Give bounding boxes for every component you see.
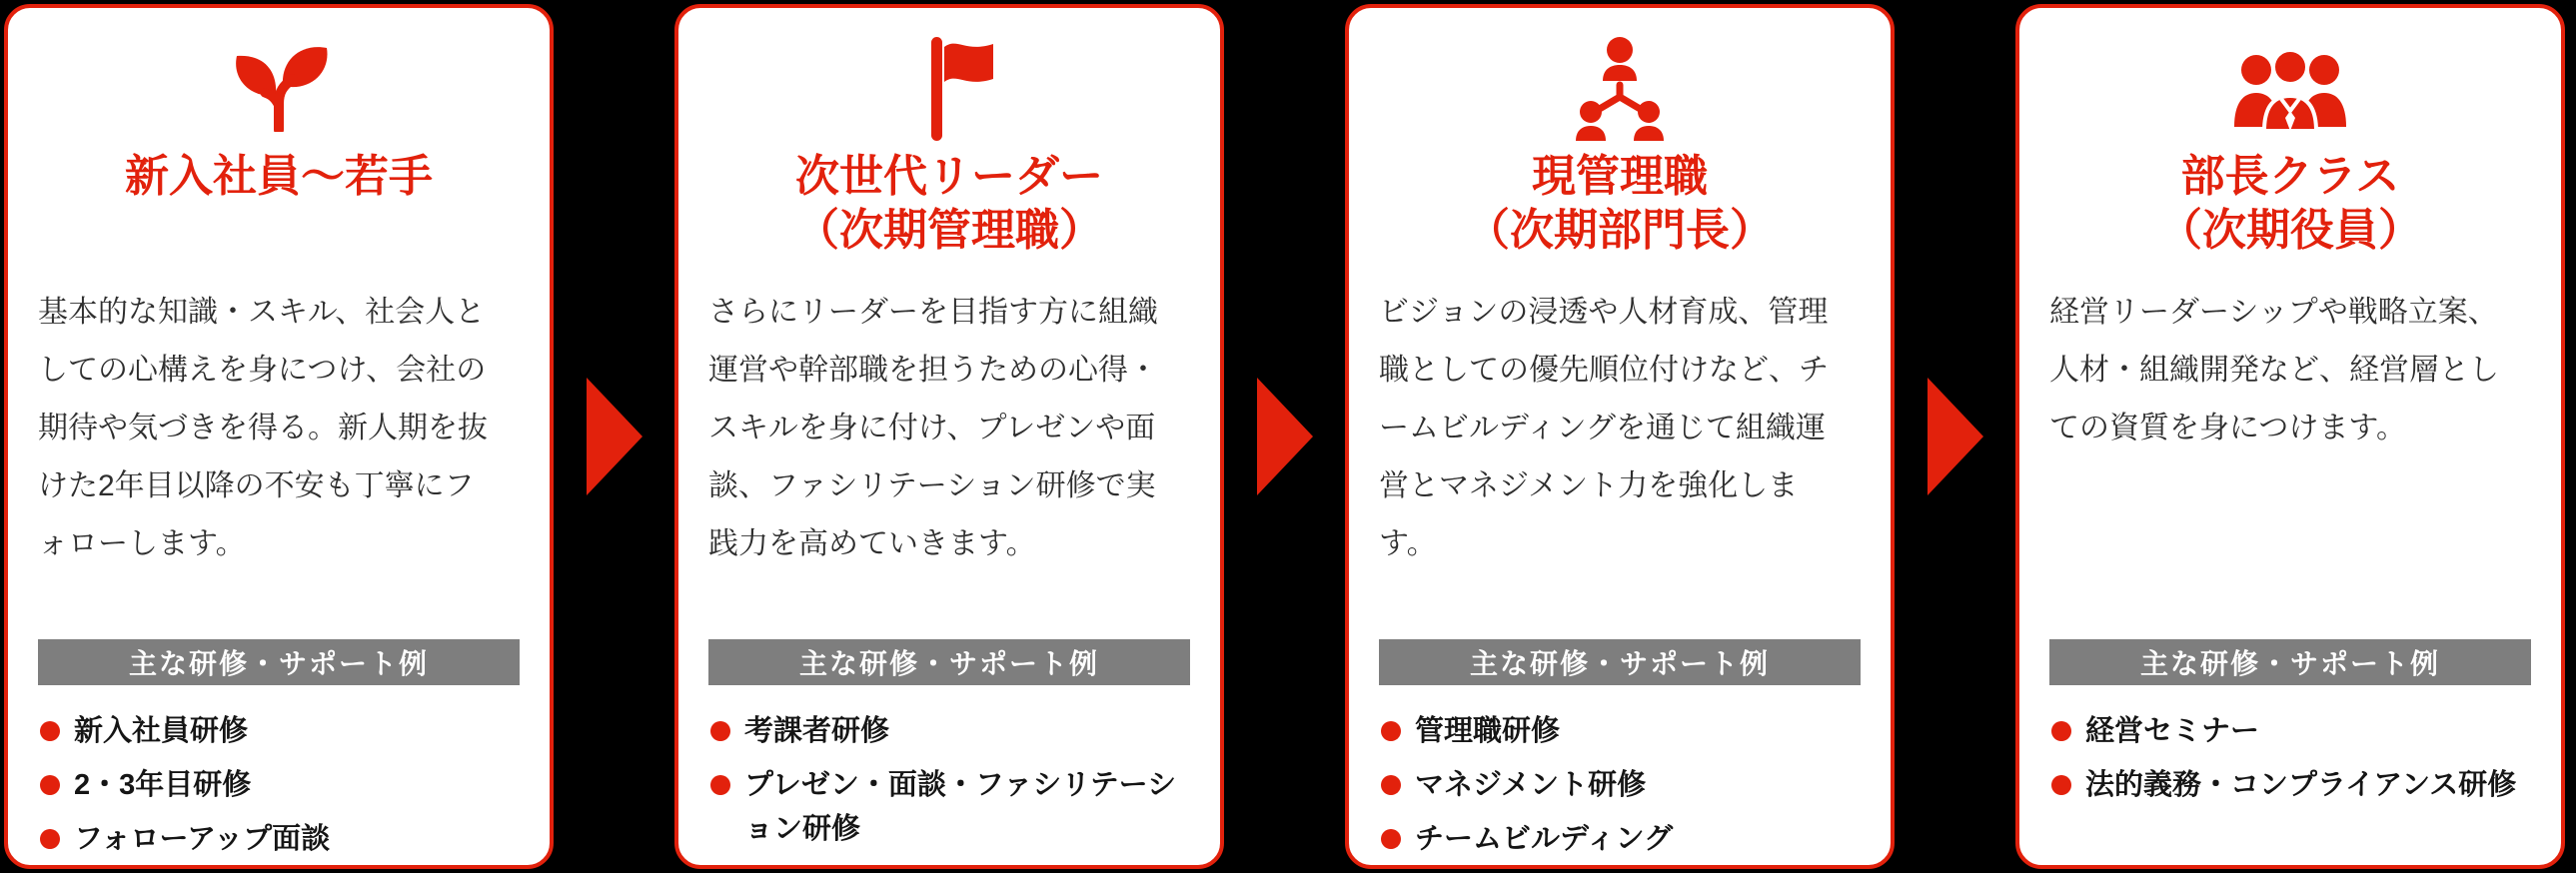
arrow-right-icon [1928,378,1983,495]
card-title-line1: 次世代リーダー [795,152,1103,201]
card-description: 基本的な知識・スキル、社会人としての心構えを身につけ、会社の期待や気づきを得る。新人期を抜けた2年目以降の不安も丁寧にフォローします。 [38,296,488,560]
card-title-line2: （次期部門長） [1466,206,1774,255]
list-item: 新入社員研修 [38,709,520,753]
flow-arrow [1224,4,1345,869]
card-title-line1: 新入社員〜若手 [125,152,433,201]
bullet-dot-icon [40,775,60,795]
bullet-dot-icon [710,775,730,795]
card-description: ビジョンの浸透や人材育成、管理職としての優先順位付けなど、チームビルディングを通じて組織運営とマネジメント力を強化します。 [1379,296,1829,560]
card-title-line2: （次期役員） [2158,206,2422,255]
card-title [38,150,520,258]
list-item: プレゼン・面談・ファシリテーション研修 [708,763,1190,851]
bullet-dot-icon [1381,775,1401,795]
card-description: さらにリーダーを目指す方に組織運営や幹部職を担うための心得・スキルを身に付け、プレゼンや面談、ファシリテーション研修で実践力を高めていきます。 [708,296,1158,560]
list-item: チームビルディング [1379,817,1861,861]
bullet-list [38,709,520,861]
bullet-dot-icon [40,829,60,849]
card-title-line1: 部長クラス [2180,152,2400,201]
card-title-line2: （次期管理職） [795,206,1103,255]
bullet-dot-icon [1381,829,1401,849]
bullet-list [1379,709,1861,861]
list-item: マネジメント研修 [1379,763,1861,807]
card-director [2015,4,2565,869]
card-title [1379,150,1861,258]
flow-arrow [554,4,674,869]
banner-label: 主な研修・サポート例 [38,639,520,685]
card-next-leader [674,4,1224,869]
card-description: 経営リーダーシップや戦略立案、人材・組織開発など、経営層としての資質を身につけます。 [2049,296,2499,444]
flag-icon [708,34,1190,144]
executives-icon [2049,34,2531,144]
org-chart-icon [1379,34,1861,144]
banner-label: 主な研修・サポート例 [1379,639,1861,685]
arrow-right-icon [1257,378,1313,495]
list-item: 法的義務・コンプライアンス研修 [2049,763,2531,807]
bullet-dot-icon [2051,775,2071,795]
bullet-list [2049,709,2531,807]
bullet-dot-icon [710,721,730,741]
list-item: 管理職研修 [1379,709,1861,753]
arrow-right-icon [587,378,643,495]
card-manager [1345,4,1895,869]
sprout-icon [38,34,520,144]
bullet-list [708,709,1190,851]
bullet-dot-icon [40,721,60,741]
banner-label: 主な研修・サポート例 [2049,639,2531,685]
list-item: フォローアップ面談 [38,817,520,861]
list-item: 経営セミナー [2049,709,2531,753]
card-title [2049,150,2531,258]
banner-label: 主な研修・サポート例 [708,639,1190,685]
card-newcomer [4,4,554,869]
card-title-line1: 現管理職 [1532,152,1708,201]
bullet-dot-icon [2051,721,2071,741]
flow-arrow [1895,4,2015,869]
list-item: 2・3年目研修 [38,763,520,807]
card-title [708,150,1190,258]
bullet-dot-icon [1381,721,1401,741]
list-item: 考課者研修 [708,709,1190,753]
